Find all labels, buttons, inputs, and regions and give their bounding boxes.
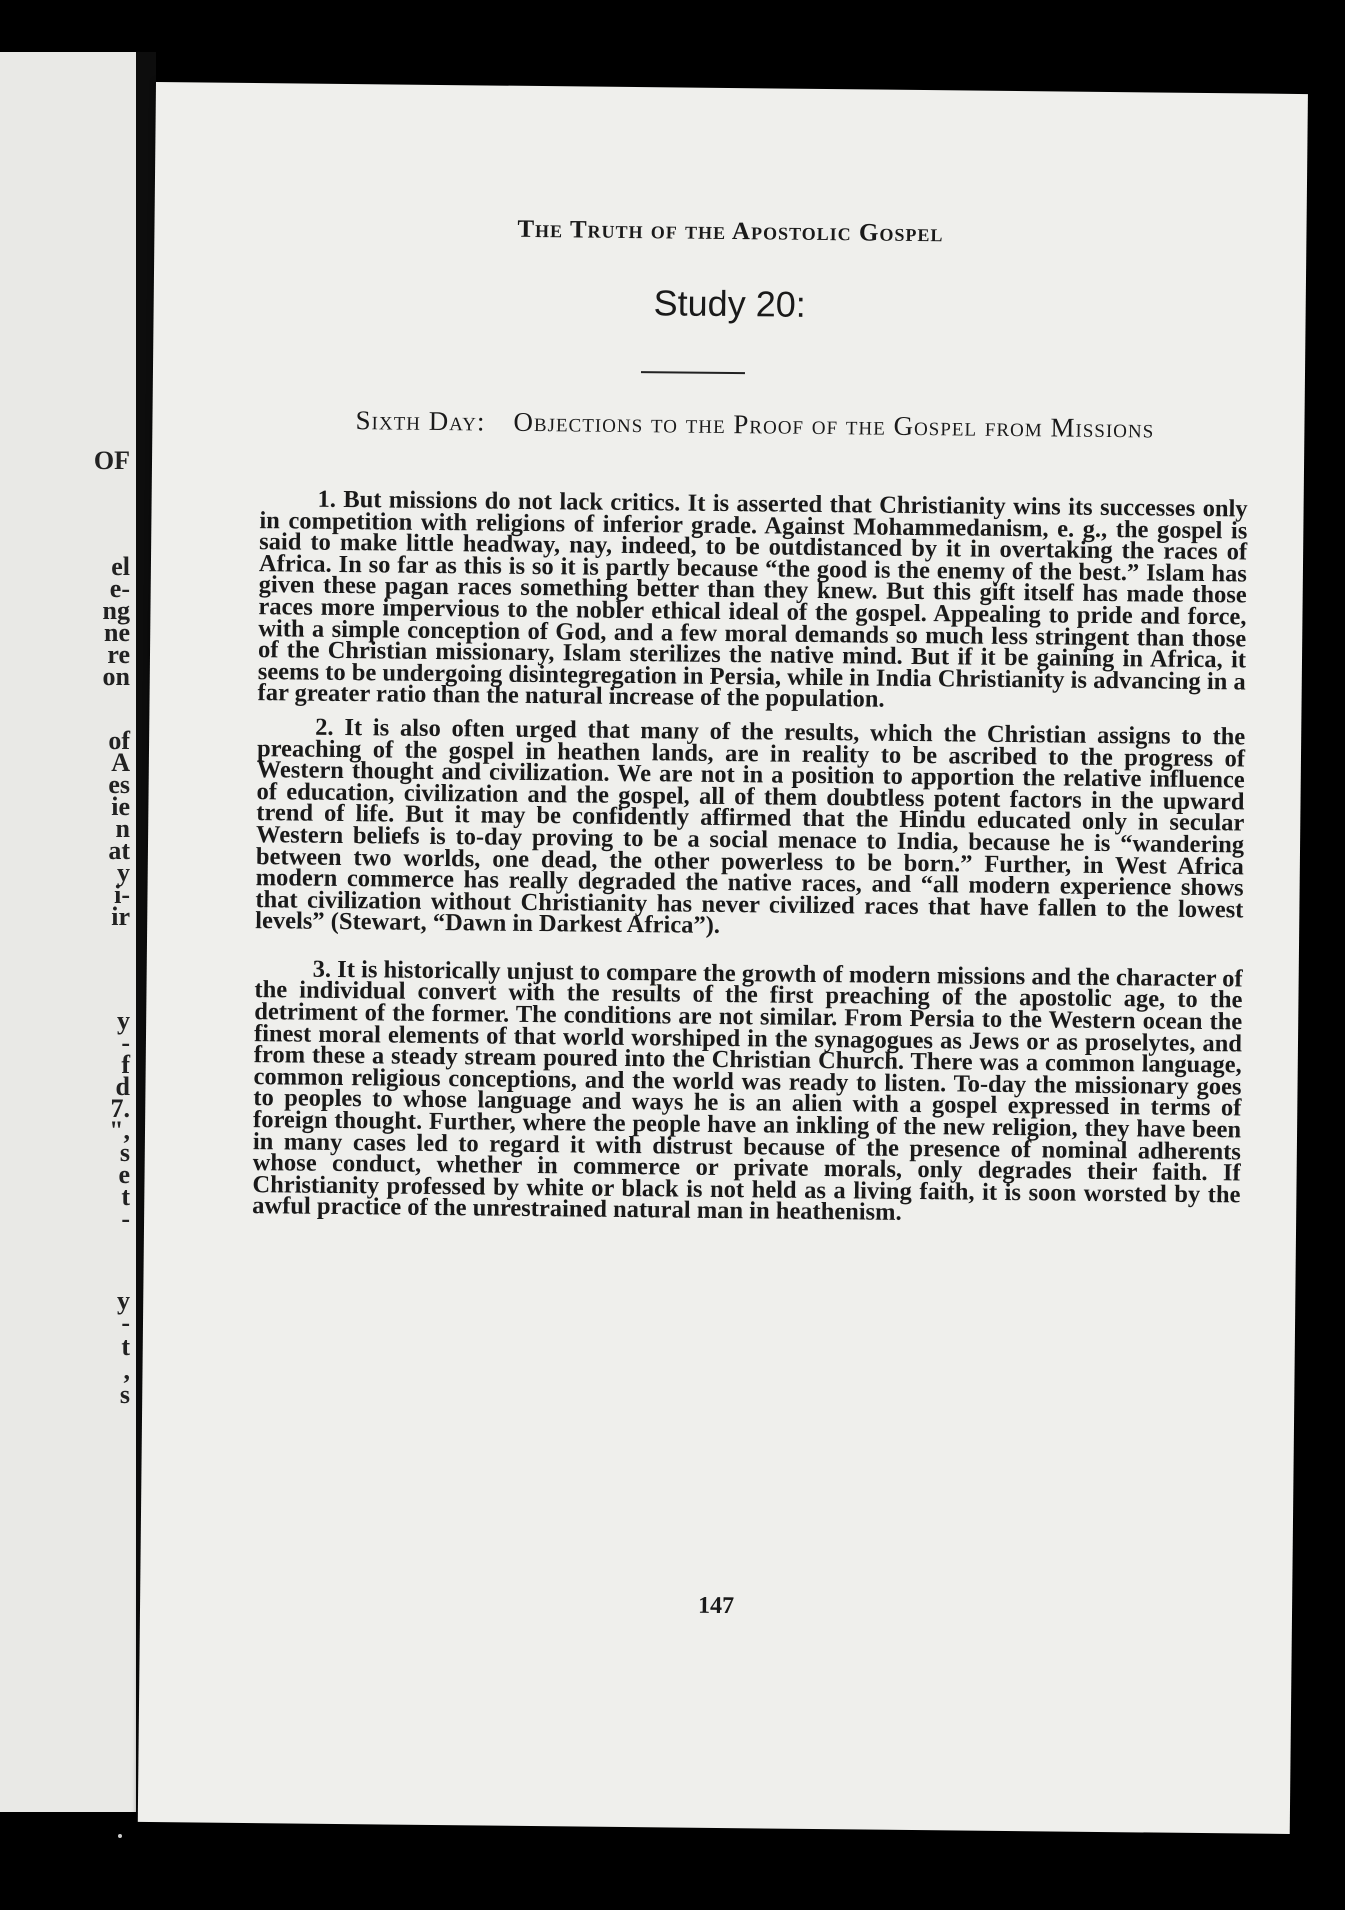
facing-page-fragment: n	[115, 814, 130, 843]
facing-page-fragment: A	[111, 748, 130, 777]
facing-page-fragment: ng	[102, 596, 130, 625]
facing-page-fragment: at	[108, 836, 130, 865]
facing-page-fragment: ie	[111, 792, 130, 821]
facing-page-fragment: y	[117, 1286, 130, 1315]
facing-page-fragment: f	[121, 1050, 130, 1079]
paragraph-3: 3. It is historically unjust to compare the growth of modern missions and the character of the individual convert with the results of the first preaching of the apostolic age, to the detriment of the former. The conditions are not similar. From Persia to the Western ocean the finest moral elements of that world worshiped in the synagogues as Jews or as proselytes, and from these a steady stream poured into the Christian Church. There was a common language, common religious conceptions, and the world was ready to listen. To-day the missionary goes to peoples to whose language and ways he is an alien with a gospel expressed in terms of foreign thought. Further, where the people have an inkling of the new religion, they have been in many cases led to regard it with distrust because of the presence of nominal adherents whose conduct, whether in commerce or private morals, only degrades their faith. If Christianity professed by white or black is not held as a living faith, it is soon worsted by the awful practice of the unrestrained natural man in heathenism.	[252, 955, 1243, 1227]
section-day: Sixth Day:	[355, 405, 486, 437]
section-title: Objections to the Proof of the Gospel from Missions	[513, 406, 1155, 444]
facing-page-fragment: i-	[114, 880, 130, 909]
page-number: 147	[697, 1592, 735, 1620]
facing-page-fragment: y	[117, 1006, 130, 1035]
paragraph-1: 1. But missions do not lack critics. It is asserted that Christianity wins its successes only in competition with religions of inferior grade. Against Mohammedanism, e. g., the gospel is said to make little headway, nay, indeed, to be outdistanced by it in overtaking the races of Africa. In so far as this is so it is partly because “the good is the enemy of the best.” Islam has given these pagan races something better than they knew. But this gift itself has made those races more impervious to the nobler ethical ideal of the gospel. Appealing to pride and force, with a simple conception of God, and a few moral demands so much less stringent than those of the Christian missionary, Islam sterilizes the native mind. But if it be gaining in Africa, it seems to be undergoing disintegregation in Persia, while in India Christianity is advancing in a far greater ratio than the natural increase of the population.	[257, 485, 1248, 714]
facing-page-fragment: e-	[109, 574, 130, 603]
facing-page-fragment: -	[121, 1308, 130, 1337]
title-divider	[641, 371, 745, 374]
facing-page-fragment: y	[117, 858, 130, 887]
facing-page-fragment: OF	[93, 446, 130, 475]
scan-speck	[118, 1834, 122, 1838]
facing-page-fragment: 7.	[110, 1094, 130, 1123]
facing-page-fragment: on	[102, 662, 130, 691]
facing-page-fragment: s	[119, 1138, 130, 1167]
book-page	[138, 82, 1308, 1834]
facing-page-fragment: ne	[104, 618, 130, 647]
facing-page-fragment: s	[119, 1380, 130, 1409]
section-heading	[262, 401, 1247, 447]
facing-page-fragment: d	[115, 1072, 130, 1101]
facing-page-fragment: e	[118, 1160, 130, 1189]
study-title: Study 20:	[653, 282, 806, 325]
facing-page-fragment: of	[108, 726, 130, 755]
facing-page-edge	[0, 52, 136, 1812]
running-head: The Truth of the Apostolic Gospel	[517, 215, 944, 248]
facing-page-fragment: ,	[123, 1356, 130, 1385]
facing-page-fragment: t	[121, 1182, 130, 1211]
facing-page-fragment: el	[111, 552, 130, 581]
facing-page-fragment: es	[108, 770, 130, 799]
facing-page-fragment: ",	[109, 1116, 130, 1145]
facing-page-fragment: re	[107, 640, 130, 669]
facing-page-fragment: t	[121, 1332, 130, 1361]
facing-page-fragment: -	[121, 1204, 130, 1233]
facing-page-fragment: ir	[111, 902, 130, 931]
facing-page-fragment: -	[121, 1028, 130, 1057]
paragraph-2: 2. It is also often urged that many of the results, which the Christian assigns to the preaching of the gospel in heathen lands, are in reality to be ascribed to the progress of Western thought and civilization. We are not in a position to apportion the relative influence of education, civilization and the gospel, all of them doubtless potent factors in the upward trend of life. But it may be confidently affirmed that the Hindu educated only in secular Western beliefs is to-day proving to be a social menace to India, because he is “wandering between two worlds, one dead, the other powerless to be born.” Further, in West Africa modern commerce has really degraded the native races, and “all modern experience shows that civilization without Christianity has never civilized races that have fallen to the lowest levels” (Stewart, “Dawn in Darkest Africa”).	[255, 713, 1246, 940]
body-text	[252, 485, 1248, 1227]
